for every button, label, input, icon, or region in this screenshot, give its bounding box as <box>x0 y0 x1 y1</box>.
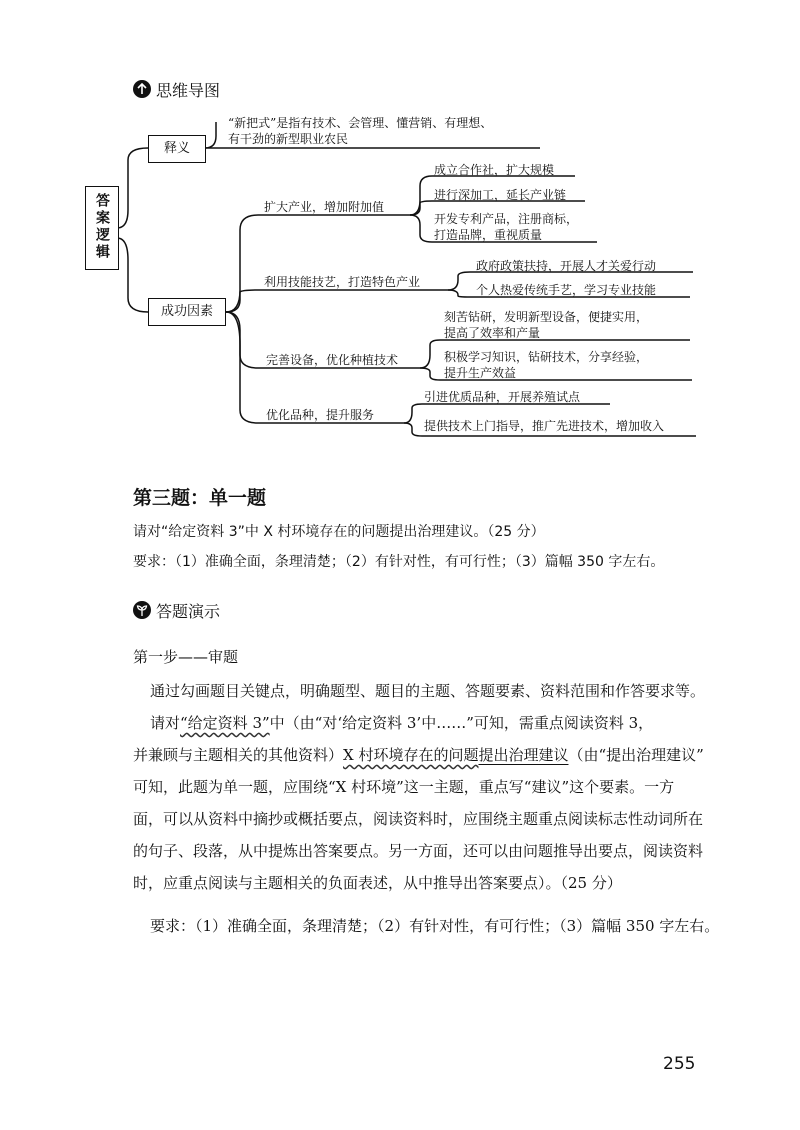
page-number: 255 <box>663 1054 696 1074</box>
text-span: （由“提出治理建议” <box>568 746 704 764</box>
leaf-text: 提高了效率和产量 <box>444 326 541 340</box>
leaf-text: 政府政策扶持，开展人才关爱行动 <box>476 259 657 273</box>
text-span: 请对 <box>150 714 181 732</box>
definition-text-2: 有干劲的新型职业农民 <box>228 132 349 146</box>
demo-paragraph-2-line-6: 时，应重点阅读与主题相关的负面表述，从中推导出答案要点）。（25 分） <box>133 874 622 892</box>
highlight-span: “给定资料 3” <box>180 714 270 732</box>
leaf-text: 成立合作社，扩大规模 <box>434 163 555 177</box>
definition-label: 释义 <box>163 141 190 156</box>
branch-title: 利用技能技艺，打造特色产业 <box>264 275 421 289</box>
leaf-text: 打造品牌，重视质量 <box>434 228 543 242</box>
branch-title: 扩大产业，增加附加值 <box>264 200 385 214</box>
question-title: 第三题：单一题 <box>133 487 267 509</box>
definition-text-1: “新把式”是指有技术、会管理、懂营销、有理想、 <box>228 116 493 130</box>
demo-paragraph-2-line-5: 的句子、段落，从中提炼出答案要点。另一方面，还可以由问题推导出要点，阅读资料 <box>133 842 704 860</box>
question-prompt: 请对“给定资料 3”中 X 村环境存在的问题提出治理建议。（25 分） <box>133 524 545 540</box>
text-span: 并兼顾与主题相关的其他资料） <box>133 746 344 764</box>
demo-paragraph-2-line-1 <box>150 712 653 733</box>
highlight-span: X 村环境存在的问题 <box>343 746 479 764</box>
mindmap-root-label: 答案逻辑 <box>94 193 110 261</box>
demo-header: 答题演示 <box>156 602 221 621</box>
branch-title: 完善设备，优化种植技术 <box>266 353 399 367</box>
mindmap-connectors <box>0 0 800 470</box>
leaf-text: 进行深加工，延长产业链 <box>434 188 567 202</box>
mindmap-root-node <box>85 186 119 270</box>
demo-paragraph-2-line-4: 面，可以从资料中摘抄或概括要点，阅读资料时，应围绕主题重点阅读标志性动词所在 <box>133 810 704 828</box>
leaf-text: 提升生产效益 <box>444 366 517 380</box>
success-factors-node <box>148 298 226 326</box>
step-title: 第一步——审题 <box>133 648 239 666</box>
text-span: 中（由“对‘给定资料 3’中……”可知，需重点阅读资料 3， <box>269 714 654 732</box>
leaf-text: 刻苦钻研，发明新型设备，便捷实用， <box>444 310 649 324</box>
success-factors-label: 成功因素 <box>160 304 213 319</box>
branch-title: 优化品种，提升服务 <box>266 408 375 422</box>
demo-paragraph-3: 要求：（1）准确全面，条理清楚；（2）有针对性，有可行性；（3）篇幅 350 字左右。 <box>150 917 720 935</box>
question-requirements: 要求：（1）准确全面，条理清楚；（2）有针对性，有可行性；（3）篇幅 350 字左右。 <box>133 554 665 570</box>
sprout-icon <box>133 601 151 619</box>
definition-node <box>148 135 206 163</box>
mindmap-header: 思维导图 <box>156 81 221 100</box>
leaf-text: 提供技术上门指导，推广先进技术，增加收入 <box>424 419 665 433</box>
leaf-text: 积极学习知识，钻研技术，分享经验， <box>444 350 649 364</box>
leaf-text: 引进优质品种，开展养殖试点 <box>424 390 581 404</box>
demo-paragraph-2-line-2 <box>133 744 704 765</box>
demo-paragraph-1: 通过勾画题目关键点，明确题型、题目的主题、答题要素、资料范围和作答要求等。 <box>150 682 706 700</box>
highlight-span: 提出治理建议 <box>478 746 569 764</box>
leaf-text: 个人热爱传统手艺，学习专业技能 <box>476 283 657 297</box>
leaf-text: 开发专利产品，注册商标， <box>434 212 579 226</box>
demo-paragraph-2-line-3: 可知，此题为单一题，应围绕“X 村环境”这一主题，重点写“建议”这个要素。一方 <box>133 778 675 796</box>
